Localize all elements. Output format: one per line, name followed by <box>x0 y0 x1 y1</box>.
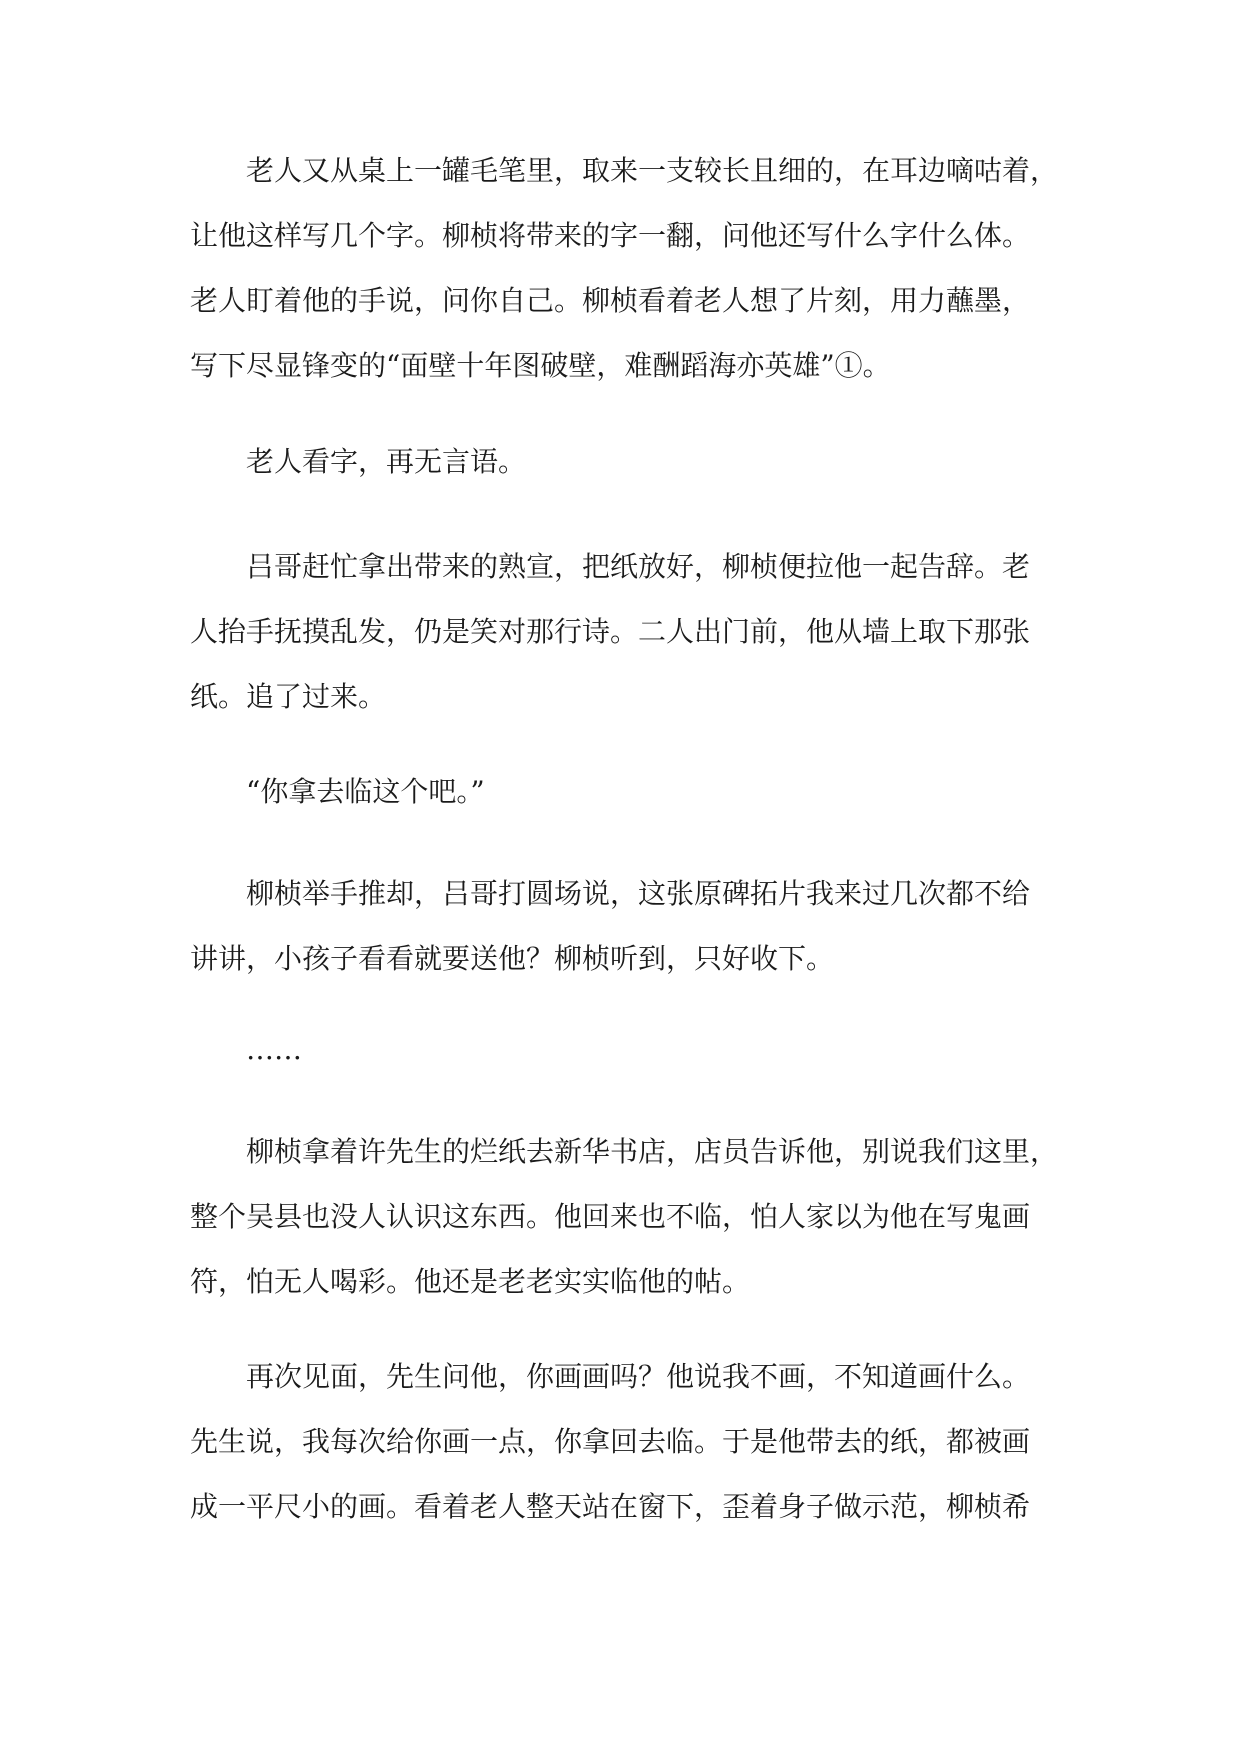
text-line: 符，怕无人喝彩。他还是老老实实临他的帖。 <box>190 1265 751 1298</box>
text-line: 柳桢举手推却，吕哥打圆场说，这张原碑拓片我来过几次都不给 <box>246 877 1031 910</box>
text-line: 人抬手抚摸乱发，仍是笑对那行诗。二人出门前，他从墙上取下那张 <box>190 615 1031 648</box>
paragraph-5 <box>190 861 1070 991</box>
paragraph-7 <box>190 1119 1070 1314</box>
text-line: 让他这样写几个字。柳桢将带来的字一翻，问他还写什么字什么体。 <box>190 219 1031 252</box>
text-line: …… <box>246 1033 302 1066</box>
text-line: “你拿去临这个吧。” <box>246 775 485 808</box>
text-line: 先生说，我每次给你画一点，你拿回去临。于是他带去的纸，都被画 <box>190 1425 1031 1458</box>
text-line: 成一平尺小的画。看着老人整天站在窗下，歪着身子做示范，柳桢希 <box>190 1490 1031 1523</box>
paragraph-2 <box>190 429 1070 494</box>
text-line: 讲讲，小孩子看看就要送他？柳桢听到，只好收下。 <box>190 942 835 975</box>
paragraph-4 <box>190 759 1070 824</box>
paragraph-8 <box>190 1344 1070 1539</box>
text-line: 整个吴县也没人认识这东西。他回来也不临，怕人家以为他在写鬼画 <box>190 1200 1031 1233</box>
text-line: 柳桢拿着许先生的烂纸去新华书店，店员告诉他，别说我们这里， <box>246 1135 1059 1168</box>
text-line: 老人看字，再无言语。 <box>246 445 527 478</box>
text-line: 再次见面，先生问他，你画画吗？他说我不画，不知道画什么。 <box>246 1360 1031 1393</box>
paragraph-3 <box>190 534 1070 729</box>
text-line: 写下尽显锋变的“面壁十年图破壁，难酬蹈海亦英雄”①。 <box>190 349 891 382</box>
text-line: 吕哥赶忙拿出带来的熟宣，把纸放好，柳桢便拉他一起告辞。老 <box>246 550 1031 583</box>
text-line: 纸。追了过来。 <box>190 680 387 713</box>
text-line: 老人又从桌上一罐毛笔里，取来一支较长且细的，在耳边嘀咕着， <box>246 154 1059 187</box>
paragraph-1 <box>190 138 1070 398</box>
document-page <box>190 0 1070 1754</box>
text-line: 老人盯着他的手说，问你自己。柳桢看着老人想了片刻，用力蘸墨， <box>190 284 1031 317</box>
paragraph-6 <box>190 1017 1070 1082</box>
